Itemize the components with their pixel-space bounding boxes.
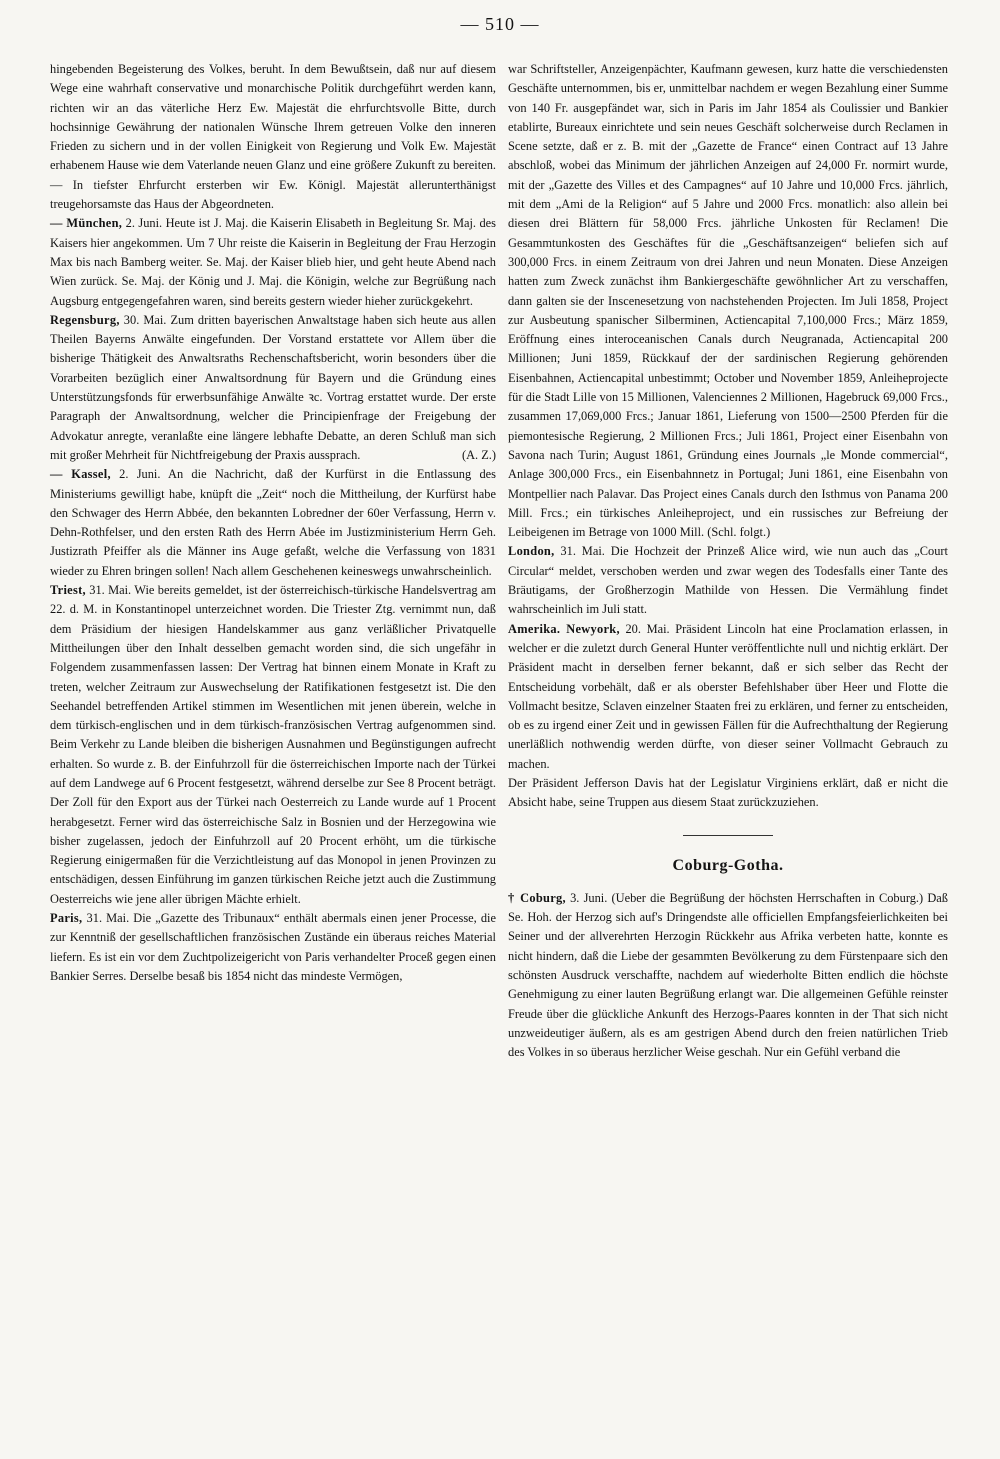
article-text: 30. Mai. Zum dritten bayerischen Anwaltstage haben sich heute aus allen Theilen Bayerns Anwälte eingefunden. Der Vorstand erstattete vor Allem über die bisherige Thätigkeit des Anwaltsraths Rechenschaftsbericht, worin besonders über die Vorarbeiten bezüglich einer Anwaltsordnung für Bayern und die Gründung eines Unterstützungsfonds für erwerbsunfähige Anwälte ꝛc. Vortrag erstattet wurde. Der erste Paragraph der Anwaltsordnung, welcher die Principienfrage der Freigebung der Advokatur anregte, veranlaßte eine längere lebhafte Debatte, an deren Schluß man sich mit großer Mehrheit für Nichtfreigebung der Praxis aussprach. <box>50 312 496 462</box>
article-continuation <box>50 60 496 214</box>
article-america <box>508 620 948 774</box>
article-paris <box>50 909 496 986</box>
section-divider <box>683 835 773 836</box>
dateline: Amerika. Newyork, <box>508 621 620 636</box>
article-regensburg <box>50 311 496 465</box>
article-text: 2. Juni. An die Nachricht, daß der Kurfürst in die Entlassung des Ministeriums gewilligt habe, knüpft die „Zeit“ noch die Mittheilung, der Kurfürst habe den Schwager des Herrn Abbée, den bekannten Lobredner der 60er Verfassung, Herrn v. Dehn-Rothfelser, und den ersten Rath des Herrn Abée im Justizministerium Herrn Geh. Justizrath Pfeiffer als die Männer ins Auge gefaßt, welche die Verfassung von 1831 wieder zu Ehren bringen sollen! Nach allem Geschehenen keineswegs unwahrscheinlich. <box>50 467 496 578</box>
article-kassel <box>50 465 496 581</box>
dateline: — Kassel, <box>50 467 111 482</box>
page-number: — 510 — <box>460 14 540 34</box>
dateline: — München, <box>50 216 123 231</box>
dateline: † Coburg, <box>508 890 566 905</box>
right-column <box>508 60 948 1063</box>
article-text: 31. Mai. Die Hochzeit der Prinzeß Alice wird, wie nun auch das „Court Circular“ meldet, verschoben werden und zwar wegen des Todesfalls einer Tante des Bräutigams, der Großherzogin Mathilde von Hessen. Die Vermählung findet wahrscheinlich im Juli statt. <box>508 544 948 617</box>
article-paris-continued <box>508 60 948 542</box>
article-america-continued <box>508 774 948 813</box>
dateline: London, <box>508 544 555 559</box>
article-triest <box>50 581 496 909</box>
article-text: war Schriftsteller, Anzeigenpächter, Kaufmann gewesen, kurz hatte die verschiedensten Geschäfte unternommen, bis er, unmittelbar nachdem er wegen Bezahlung einer Summe von 140 Fr. ausgepfändet war, sich in Paris im Jahr 1854 als Coulissier und Bankier etablirte, Bureaux einrichtete und sein neues Geschäft solcherweise durch Reclamen in Scene setzte, daß er z. B. mit der „Gazette de France“ einen Contract auf 13 Jahre abschloß, wobei das Minimum der jährlichen Anzeigen auf 24,000 Fr. normirt wurde, mit der „Gazette des Villes et des Campagnes“ auf 10 Jahre und 10,000 Frcs. jährlich, mit dem „Ami de la Religion“ auf 5 Jahre und 2000 Frcs. monatlich: also allein bei diesen drei Blättern für 58,000 Frcs. jährliche Unkosten für Reclamen! Die Gesammtunkosten des Geschäftes für die „Geschäftsanzeigen“ beliefen sich auf 300,000 Frcs. in einem Zeitraum von drei Jahren und neun Monaten. Diese Anzeigen hatten zum Zweck zunächst ihm Bankiergeschäfte gewöhnlicher Art zu verschaffen, dann galten sie der Inscenesetzung von nachstehenden Projecten. Im Juli 1858, Project zur Ausbeutung spanischer Silberminen, Actiencapital 7,100,000 Frcs.; März 1859, Eröffnung eines interoceanischen Canals durch Neugranada, Actiencapital 200 Millionen; Juni 1859, Rückkauf der der sardinischen Regierung gehörenden Eisenbahnen, Actiencapital unbestimmt; October und November 1859, Anleiheprojecte für die Stadt Lille von 15 Millionen, Valenciennes 2 Millionen, Hagebruck 69,000 Frcs., zusammen 17,069,000 Frcs.; Januar 1861, Lieferung von 1500—2500 Pferden für die piemontesische Regierung, 2 Millionen Frcs.; Juli 1861, Project einer Eisenbahn von Savona nach Turin; August 1861, Gründung eines Journals „le Monde commercial“, Anlage 300,000 Frcs., ein Eisenbahnnetz in Portugal; Juni 1861, eine Eisenbahn von Montpellier nach Palavar. Das Project eines Canals durch den Isthmus von Panama 200 Mill. Frcs.; ein türkisches Anleiheproject, und ein russisches zur Befreiung der Leibeigenen im Betrage von 1000 Mill. (Schl. folgt.) <box>508 62 948 540</box>
article-text: 20. Mai. Präsident Lincoln hat eine Proclamation erlassen, in welcher er die zuletzt durch General Hunter veröffentlichte null und nichtig erklärt. Der Präsident macht in derselben ferner bekannt, daß er sich selber das Recht der Entscheidung vorbehält, daß er als oberster Befehlshaber über Heer und Flotte die Vollmacht besitze, Sclaven einzelner Staaten frei zu erklären, und ferner zu entscheiden, ob es zu irgend einer Zeit und in gewissen Fällen für die Aufrechthaltung der Regierung unerläßlich nothwendig werden dürfte, von dieser seiner Vollmacht Gebrauch zu machen. <box>508 621 948 771</box>
article-text: 2. Juni. Heute ist J. Maj. die Kaiserin Elisabeth in Begleitung Sr. Maj. des Kaisers hier angekommen. Um 7 Uhr reiste die Kaiserin in Begleitung der Frau Herzogin Max bis nach Bamberg weiter. Se. Maj. der Kaiser blieb hier, und geht heute Abend nach Wien zurück. Se. Maj. der König und J. Maj. die Königin, welche zur Begrüßung nach Augsburg entgegengefahren waren, sind bereits gestern wieder hieher zurückgekehrt. <box>50 216 496 308</box>
article-text: hingebenden Begeisterung des Volkes, beruht. In dem Bewußtsein, daß nur auf diesem Wege eine wahrhaft conservative und monarchische Politik durchgeführt werden kann, richten wir an das väterliche Herz Ew. Majestät die ehrfurchtsvolle Bitte, durch hochsinnige Gewährung der nationalen Wünsche Ihrem getreuen Volke den inneren Frieden zu sichern und in der vollen Einigkeit von Regierung und Volk Ew. Majestät erhabenem Hause wie dem Vaterlande neuen Glanz und eine größere Zukunft zu bereiten. — In tiefster Ehrfurcht ersterben wir Ew. Königl. Majestät allerunterthänigst treugehorsamste das Haus der Abgeordneten. <box>50 62 496 212</box>
article-munich <box>50 214 496 310</box>
left-column <box>50 60 496 986</box>
dateline: Paris, <box>50 911 83 926</box>
source-signature: (A. Z.) <box>461 447 496 462</box>
dateline: Triest, <box>50 583 86 598</box>
article-text: Der Präsident Jefferson Davis hat der Legislatur Virginiens erklärt, daß er nicht die Absicht habe, seine Truppen aus diesem Staat zurückzuziehen. <box>508 775 948 810</box>
section-heading: Coburg-Gotha. <box>672 856 784 874</box>
article-text: 31. Mai. Wie bereits gemeldet, ist der österreichisch-türkische Handelsvertrag am 22. d. M. in Konstantinopel unterzeichnet worden. Die Triester Ztg. vernimmt nun, daß dem Präsidium der hiesigen Handelskammer aus ganz verläßlicher Privatquelle Mittheilungen über den Inhalt desselben gemacht worden sind, die sich ungefähr in Folgendem zusammenfassen lassen: Der Vertrag hat binnen einem Monate in Kraft zu treten, welcher Zeitraum zur Auswechselung der Ratifikationen festgesetzt ist. Die den Seehandel betreffenden Artikel stimmen im Wesentlichen mit jenen überein, welche in dem türkisch-englischen und in dem türkisch-französischen Vertrag aufgenommen sind. Beim Verkehr zu Lande bleiben die bisherigen Ausnahmen und Begünstigungen aufrecht erhalten. So wurde z. B. der Einfuhrzoll für die österreichischen Importe nach der Türkei auf dem Landwege auf 6 Procent festgesetzt, während derselbe zur See 8 Procent beträgt. Der Zoll für den Export aus der Türkei nach Oesterreich zu Lande wurde auf 1 Procent herabgesetzt. Ferner wird das österreichische Salz in Bosnien und der Herzegowina wie bisher zugelassen, jedoch der Einfuhrzoll auf 20 Procent erhöht, um die türkische Regierung einigermaßen für die Verzichtleistung auf das Monopol in jenen Provinzen zu entschädigen, dessen Einführung im ganzen türkischen Reiche jetzt auch die Zustimmung Oesterreichs wie jene aller übrigen Mächte erhielt. <box>50 583 496 906</box>
article-text: 3. Juni. (Ueber die Begrüßung der höchsten Herrschaften in Coburg.) Daß Se. Hoh. der Herzog sich auf's Dringendste alle officiellen Empfangsfeierlichkeiten bei Seiner und der allverehrten Herzogin Rückkehr aus Afrika verbeten hatte, konnte es nicht hindern, daß die Liebe der gesammten Bevölkerung zu dem Fürstenpaare sich den schönsten Ausdruck verschaffte, nachdem auf wiederholte Bitten endlich die höchste Genehmigung zu einer lauten Begrüßung erlangt war. Die allgemeinen Gefühle reinster Freude über die glückliche Ankunft des Herzogs-Paares konnten in der That sich nicht unzweideutiger äußern, als es am gestrigen Abend durch den freien natürlichen Trieb des Volkes in so überaus herzlicher Weise geschah. Nur ein Gefühl verband die <box>508 890 948 1060</box>
article-coburg <box>508 889 948 1063</box>
article-london <box>508 542 948 619</box>
article-text: 31. Mai. Die „Gazette des Tribunaux“ enthält abermals einen jener Processe, die zur Kenntniß der gesellschaftlichen französischen Zustände ein überaus reiches Material liefern. Es ist ein vor dem Zuchtpolizeigericht von Paris verhandelter Proceß gegen einen Bankier Serres. Derselbe besaß bis 1854 nicht das mindeste Vermögen, <box>50 911 496 983</box>
dateline: Regensburg, <box>50 312 120 327</box>
